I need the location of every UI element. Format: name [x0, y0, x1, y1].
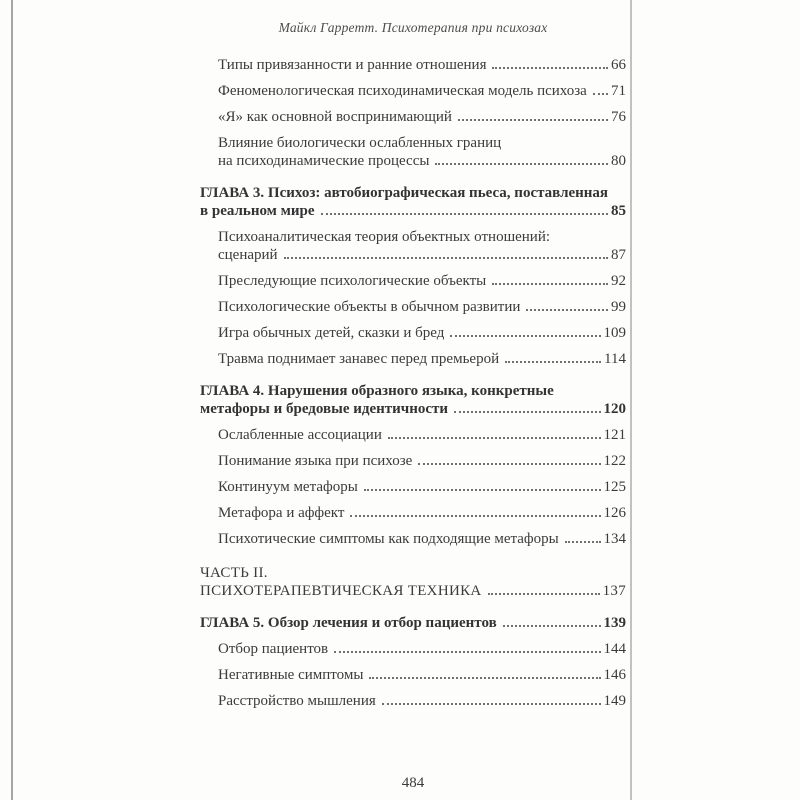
running-header: Майкл Гарретт. Психотерапия при психозах: [278, 20, 548, 35]
toc-chapter-entry: [200, 382, 626, 418]
dot-leader: [388, 437, 601, 439]
toc-entry: [200, 272, 626, 290]
toc-entry-label: Психологические объекты в обычном развитии: [218, 299, 521, 315]
toc-part-entry: [200, 564, 626, 600]
toc-entry-page: 149: [603, 693, 626, 709]
toc-entry-label: Метафора и аффект: [218, 505, 345, 521]
toc-entry: [200, 108, 626, 126]
toc-entry: [200, 640, 626, 658]
toc-entry-label: Отбор пациентов: [218, 641, 329, 657]
toc-entry-label: Расстройство мышления: [218, 693, 376, 709]
toc-entry-label: Психоаналитическая теория объектных отношений:: [218, 229, 551, 245]
dot-leader: [526, 309, 608, 311]
toc-entry-label: Преследующие психологические объекты: [218, 273, 487, 289]
dot-leader: [435, 163, 608, 165]
toc-entry-label-cont: сценарий: [218, 247, 278, 263]
toc-entry: [200, 228, 626, 264]
dot-leader: [492, 283, 608, 285]
toc-entry-label-cont: в реальном мире: [200, 203, 315, 219]
toc-entry: [200, 56, 626, 74]
dot-leader: [364, 489, 601, 491]
dot-leader: [321, 213, 608, 215]
page-number-footer: 484: [401, 775, 425, 791]
toc-entry-page: 66: [611, 57, 626, 73]
dot-leader: [284, 257, 608, 259]
photo-edge-right: [630, 0, 632, 800]
toc-entry-page: 146: [603, 667, 626, 683]
toc-entry: [200, 82, 626, 100]
dot-leader: [503, 625, 601, 627]
toc-entry-page: 125: [603, 479, 626, 495]
toc-entry-label: Феноменологическая психодинамическая модель психоза: [218, 83, 587, 99]
toc-entry-page: 76: [611, 109, 626, 125]
dot-leader: [334, 651, 600, 653]
dot-leader: [350, 515, 600, 517]
toc-entry-page: 85: [611, 203, 626, 219]
dot-leader: [492, 67, 608, 69]
table-of-contents: [200, 56, 626, 710]
toc-entry: [200, 692, 626, 710]
dot-leader: [382, 703, 601, 705]
toc-entry-page: 109: [603, 325, 626, 341]
toc-entry: [200, 504, 626, 522]
toc-entry: [200, 350, 626, 368]
toc-entry-label: Понимание языка при психозе: [218, 453, 413, 469]
toc-entry: [200, 298, 626, 316]
toc-entry-label: ЧАСТЬ II.: [200, 565, 268, 581]
dot-leader: [369, 677, 600, 679]
toc-entry-label: Влияние биологически ослабленных границ: [218, 135, 502, 151]
toc-entry-page: 120: [603, 401, 626, 417]
page-content: [200, 20, 626, 718]
dot-leader: [418, 463, 600, 465]
toc-entry-page: 121: [603, 427, 626, 443]
toc-entry: [200, 452, 626, 470]
toc-entry-label: Типы привязанности и ранние отношения: [218, 57, 487, 73]
toc-entry-page: 114: [604, 351, 626, 367]
dot-leader: [505, 361, 601, 363]
toc-entry: [200, 426, 626, 444]
toc-entry-page: 122: [603, 453, 626, 469]
toc-entry-page: 126: [603, 505, 626, 521]
dot-leader: [458, 119, 608, 121]
toc-entry-label: Психотические симптомы как подходящие метафоры: [218, 531, 559, 547]
toc-entry-label: Травма поднимает занавес перед премьерой: [218, 351, 500, 367]
toc-entry-page: 137: [602, 583, 626, 599]
dot-leader: [488, 593, 600, 595]
toc-entry-page: 99: [611, 299, 626, 315]
toc-entry-label: Негативные симптомы: [218, 667, 364, 683]
toc-entry: [200, 478, 626, 496]
toc-entry-label: ГЛАВА 3. Психоз: автобиографическая пьеса, поставленная: [200, 185, 609, 201]
toc-entry-label: «Я» как основной воспринимающий: [218, 109, 452, 125]
toc-entry-page: 134: [603, 531, 626, 547]
toc-chapter-entry: [200, 614, 626, 632]
toc-entry-label: Ослабленные ассоциации: [218, 427, 382, 443]
dot-leader: [593, 93, 608, 95]
dot-leader: [565, 541, 601, 543]
toc-chapter-entry: [200, 184, 626, 220]
toc-entry-page: 87: [611, 247, 626, 263]
toc-entry-label-cont: метафоры и бредовые идентичности: [200, 401, 449, 417]
toc-entry-label: ГЛАВА 4. Нарушения образного языка, конкретные: [200, 383, 554, 399]
toc-entry-label: ГЛАВА 5. Обзор лечения и отбор пациентов: [200, 615, 497, 631]
toc-entry: [200, 134, 626, 170]
toc-entry-label: Игра обычных детей, сказки и бред: [218, 325, 445, 341]
toc-entry-label-cont: ПСИХОТЕРАПЕВТИЧЕСКАЯ ТЕХНИКА: [200, 583, 482, 599]
toc-entry: [200, 324, 626, 342]
toc-entry: [200, 530, 626, 548]
photo-edge-left: [11, 0, 13, 800]
dot-leader: [454, 411, 600, 413]
toc-entry-page: 80: [611, 153, 626, 169]
toc-entry-page: 144: [603, 641, 626, 657]
toc-entry-label-cont: на психодинамические процессы: [218, 153, 430, 169]
toc-entry: [200, 666, 626, 684]
toc-entry-page: 92: [611, 273, 626, 289]
toc-entry-page: 71: [611, 83, 626, 99]
dot-leader: [450, 335, 600, 337]
toc-entry-page: 139: [603, 615, 626, 631]
toc-entry-label: Континуум метафоры: [218, 479, 358, 495]
